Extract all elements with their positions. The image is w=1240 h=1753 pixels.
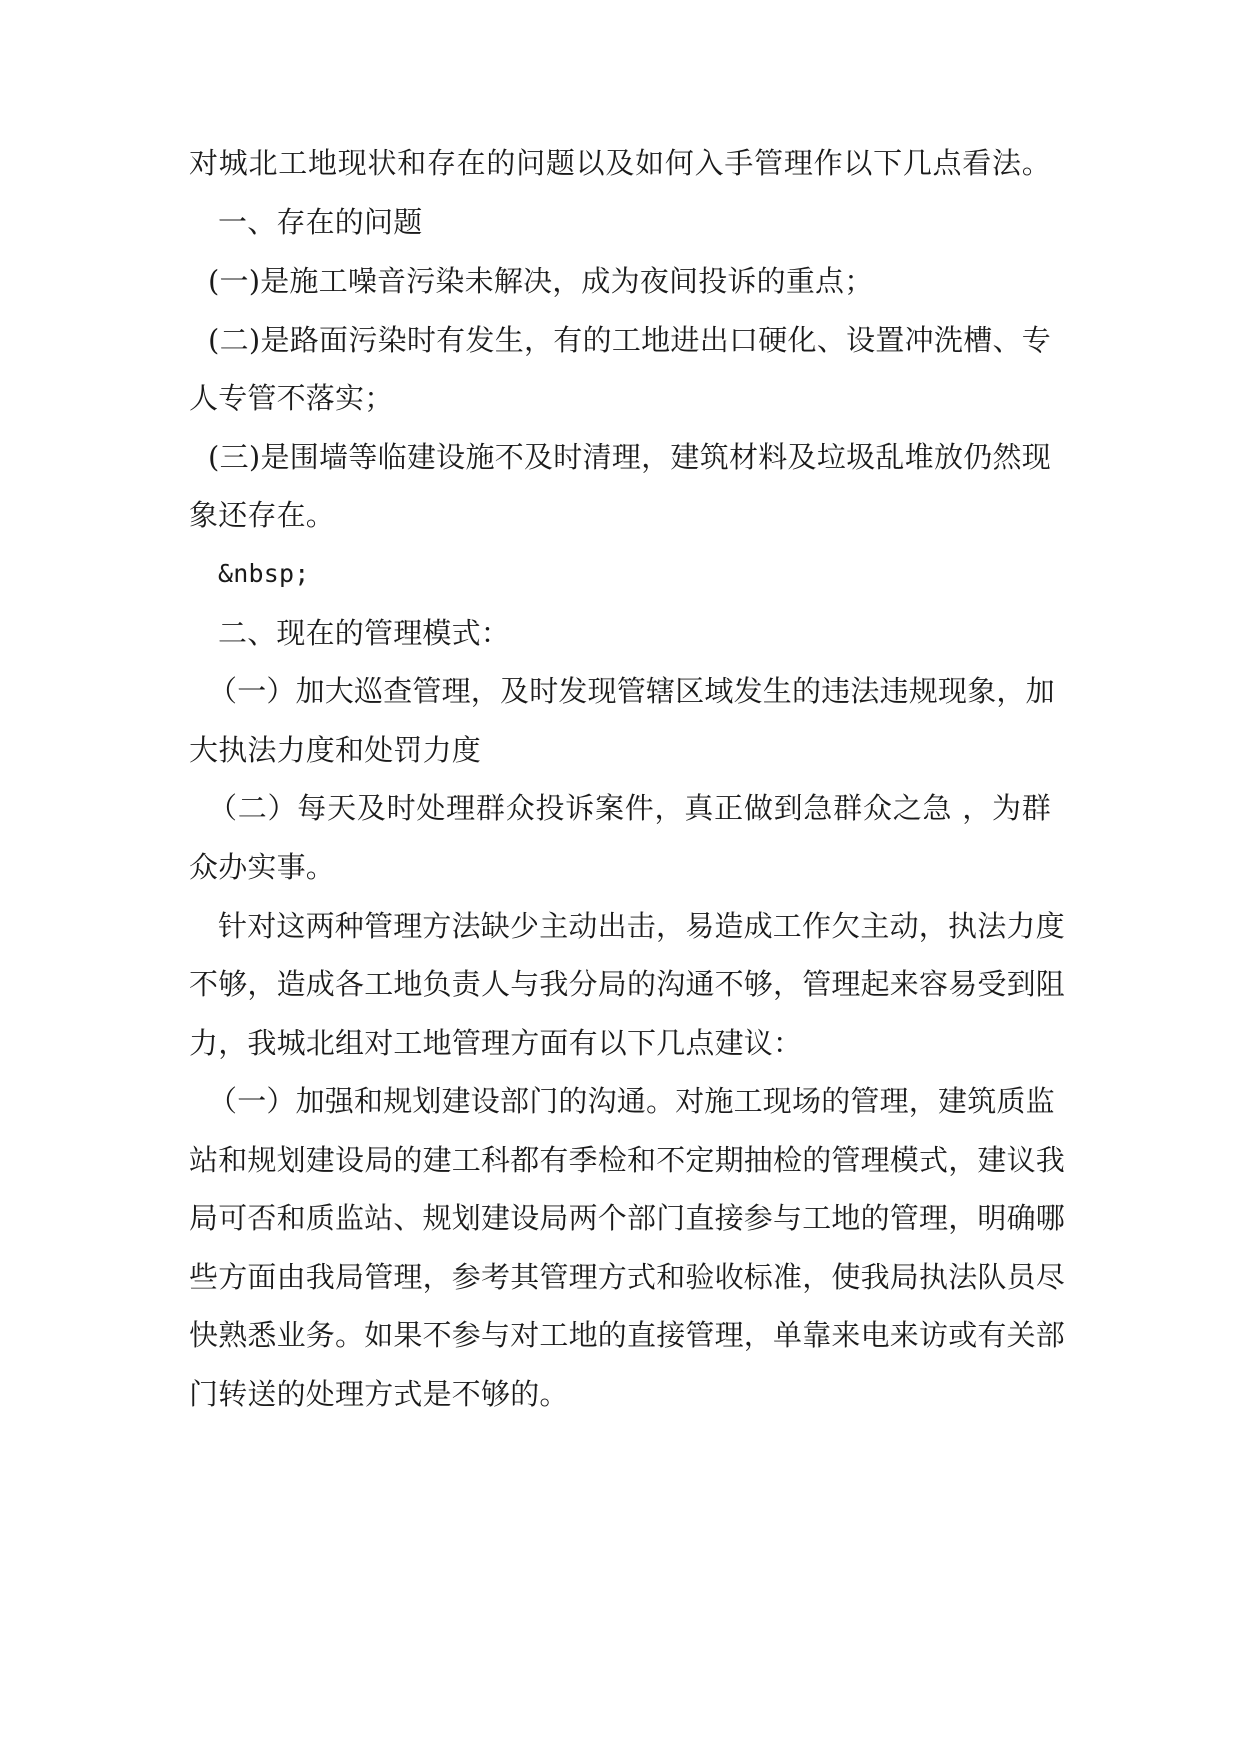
section-heading-current-mode: 二、现在的管理模式： xyxy=(218,616,511,650)
mode-item-1-line-2: 大执法力度和处罚力度 xyxy=(189,733,482,767)
suggestion-item-1-line-5: 快熟悉业务。如果不参与对工地的直接管理，单靠来电来访或有关部 xyxy=(189,1318,1066,1352)
section-heading-problems: 一、存在的问题 xyxy=(218,205,423,239)
suggestion-intro-line-1: 针对这两种管理方法缺少主动出击，易造成工作欠主动，执法力度 xyxy=(218,909,1065,943)
problem-item-2-line-2: 人专管不落实； xyxy=(189,381,394,415)
suggestion-item-1-line-6: 门转送的处理方式是不够的。 xyxy=(189,1377,569,1411)
suggestion-intro-line-3: 力，我城北组对工地管理方面有以下几点建议： xyxy=(189,1026,803,1060)
suggestion-item-1-line-1: （一）加强和规划建设部门的沟通。对施工现场的管理，建筑质监 xyxy=(208,1084,1055,1118)
problem-item-2-line-1: (二)是路面污染时有发生，有的工地进出口硬化、设置冲洗槽、专 xyxy=(208,323,1051,357)
suggestion-item-1-line-4: 些方面由我局管理，参考其管理方式和验收标准，使我局执法队员尽 xyxy=(189,1260,1066,1294)
suggestion-item-1-line-2: 站和规划建设局的建工科都有季检和不定期抽检的管理模式，建议我 xyxy=(189,1143,1066,1177)
suggestion-intro-line-2: 不够，造成各工地负责人与我分局的沟通不够，管理起来容易受到阻 xyxy=(189,967,1066,1001)
problem-item-3-line-1: (三)是围墙等临建设施不及时清理，建筑材料及垃圾乱堆放仍然现 xyxy=(208,440,1051,474)
mode-item-1-line-1: （一）加大巡查管理，及时发现管辖区域发生的违法违规现象，加 xyxy=(208,674,1055,708)
problem-item-3-line-2: 象还存在。 xyxy=(189,498,336,532)
mode-item-2-line-2: 众办实事。 xyxy=(189,850,336,884)
problem-item-1: (一)是施工噪音污染未解决，成为夜间投诉的重点； xyxy=(208,264,874,298)
suggestion-item-1-line-3: 局可否和质监站、规划建设局两个部门直接参与工地的管理，明确哪 xyxy=(189,1201,1066,1235)
mode-item-2-line-1: （二）每天及时处理群众投诉案件，真正做到急群众之急 ，为群 xyxy=(208,791,1051,825)
paragraph-intro-line-1: 对城北工地现状和存在的问题以及如何入手管理作以下几点看法。 xyxy=(189,146,1051,180)
stray-entity-text: &nbsp; xyxy=(218,559,310,588)
